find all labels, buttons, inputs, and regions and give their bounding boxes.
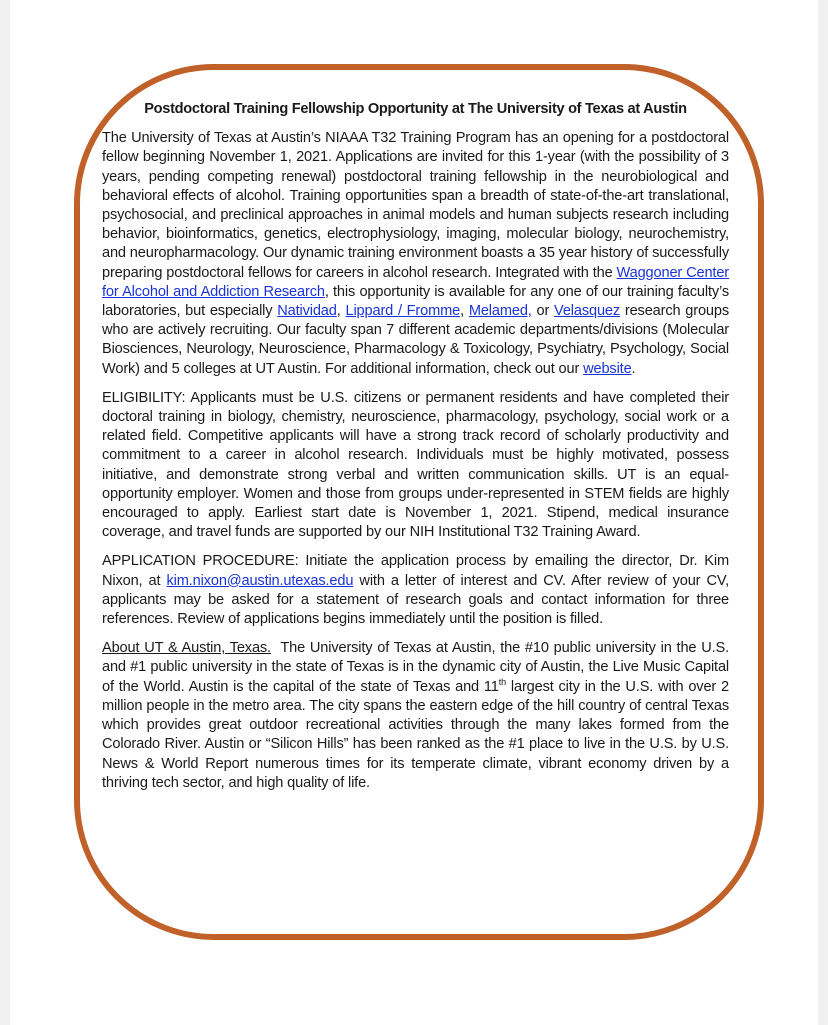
- application-paragraph: [102, 552, 729, 629]
- sep-3: or: [531, 303, 555, 320]
- ordinal-suffix: th: [498, 676, 506, 687]
- document-page: [10, 0, 818, 1025]
- link-natividad[interactable]: Natividad: [277, 303, 337, 320]
- link-email[interactable]: kim.nixon@austin.utexas.edu: [166, 572, 354, 589]
- intro-text-4: .: [631, 360, 636, 377]
- intro-text-3: research groups who are actively recruiting. Our faculty span 7 different academic departments/divisions (Molecular Biosciences, Neurology, Neuroscience, Pharmacology & Toxicology, Psychiatry, Psychology, Social Work) and 5 colleges at UT Austin. For additional information, check out our: [102, 303, 729, 377]
- application-text-1: APPLICATION PROCEDURE: Initiate the application process by emailing the director, Dr. Kim Nixon, at: [102, 553, 729, 589]
- link-website[interactable]: website: [583, 360, 632, 377]
- about-heading: About UT & Austin, Texas.: [102, 640, 271, 657]
- about-text-2: largest city in the U.S. with over 2 million people in the metro area. The city spans the eastern edge of the hill country of central Texas which provides great outdoor recreational activities through the many lakes formed from the Colorado River. Austin or “Silicon Hills” has been ranked as the #1 place to live in the U.S. by U.S. News & World Report numerous times for its temperate climate, vibrant economy driven by a thriving tech sector, and high quality of life.: [102, 678, 729, 791]
- intro-text-2: , this opportunity is available for any one of our training faculty’s laboratories, but especially: [102, 283, 730, 320]
- about-text-1: The University of Texas at Austin, the #10 public university in the U.S. and #1 public university in the state of Texas is in the dynamic city of Austin, the Live Music Capital of the World. Austin is the capital of the state of Texas and 11: [102, 640, 733, 695]
- document-content: [102, 100, 733, 803]
- document-title: Postdoctoral Training Fellowship Opportunity at The University of Texas at Austin: [144, 101, 687, 117]
- link-melamed[interactable]: Melamed,: [468, 303, 532, 320]
- link-lippard-fromme[interactable]: Lippard / Fromme: [345, 303, 461, 320]
- sep-2: ,: [460, 303, 469, 320]
- link-velasquez[interactable]: Velasquez: [554, 303, 621, 320]
- link-waggoner-center[interactable]: Waggoner Center for Alcohol and Addiction Research: [102, 264, 729, 300]
- application-text-2: with a letter of interest and CV. After review of your CV, applicants may be asked for a statement of research goals and contact information for three references. Review of applications begins immediately until the position is filled.: [102, 572, 729, 628]
- intro-paragraph: [102, 129, 729, 379]
- sep-1: ,: [336, 303, 346, 320]
- about-paragraph: [102, 639, 733, 793]
- intro-text-1: The University of Texas at Austin’s NIAAA T32 Training Program has an opening for a postdoctoral fellow beginning November 1, 2021. Applications are invited for this 1-year (with the possibility of 3 years, pending competing renewal) postdoctoral training fellowship in the neurobiological and behavioral effects of alcohol. Training opportunities span a breadth of state-of-the-art translational, psychosocial, and preclinical approaches in animal models and human subjects research including behavior, bioinformatics, genetics, electrophysiology, imaging, molecular biology, neurochemistry, and neuropharmacology. Our dynamic training environment boasts a 35 year history of successfully preparing postdoctoral fellows for careers in alcohol research. Integrated with the: [102, 130, 729, 281]
- eligibility-paragraph: ELIGIBILITY: Applicants must be U.S. citizens or permanent residents and have completed their doctoral training in biology, chemistry, neuroscience, pharmacology, psychology, social work or a related field. Competitive applicants will have a strong track record of scholarly productivity and commitment to a career in alcohol research. Individuals must be highly motivated, possess initiative, and demonstrate strong verbal and written communication skills. UT is an equal-opportunity employer. Women and those from groups under-represented in STEM fields are highly encouraged to apply. Earliest start date is November 1, 2021. Stipend, medical insurance coverage, and travel funds are supported by our NIH Institutional T32 Training Award.: [102, 389, 729, 541]
